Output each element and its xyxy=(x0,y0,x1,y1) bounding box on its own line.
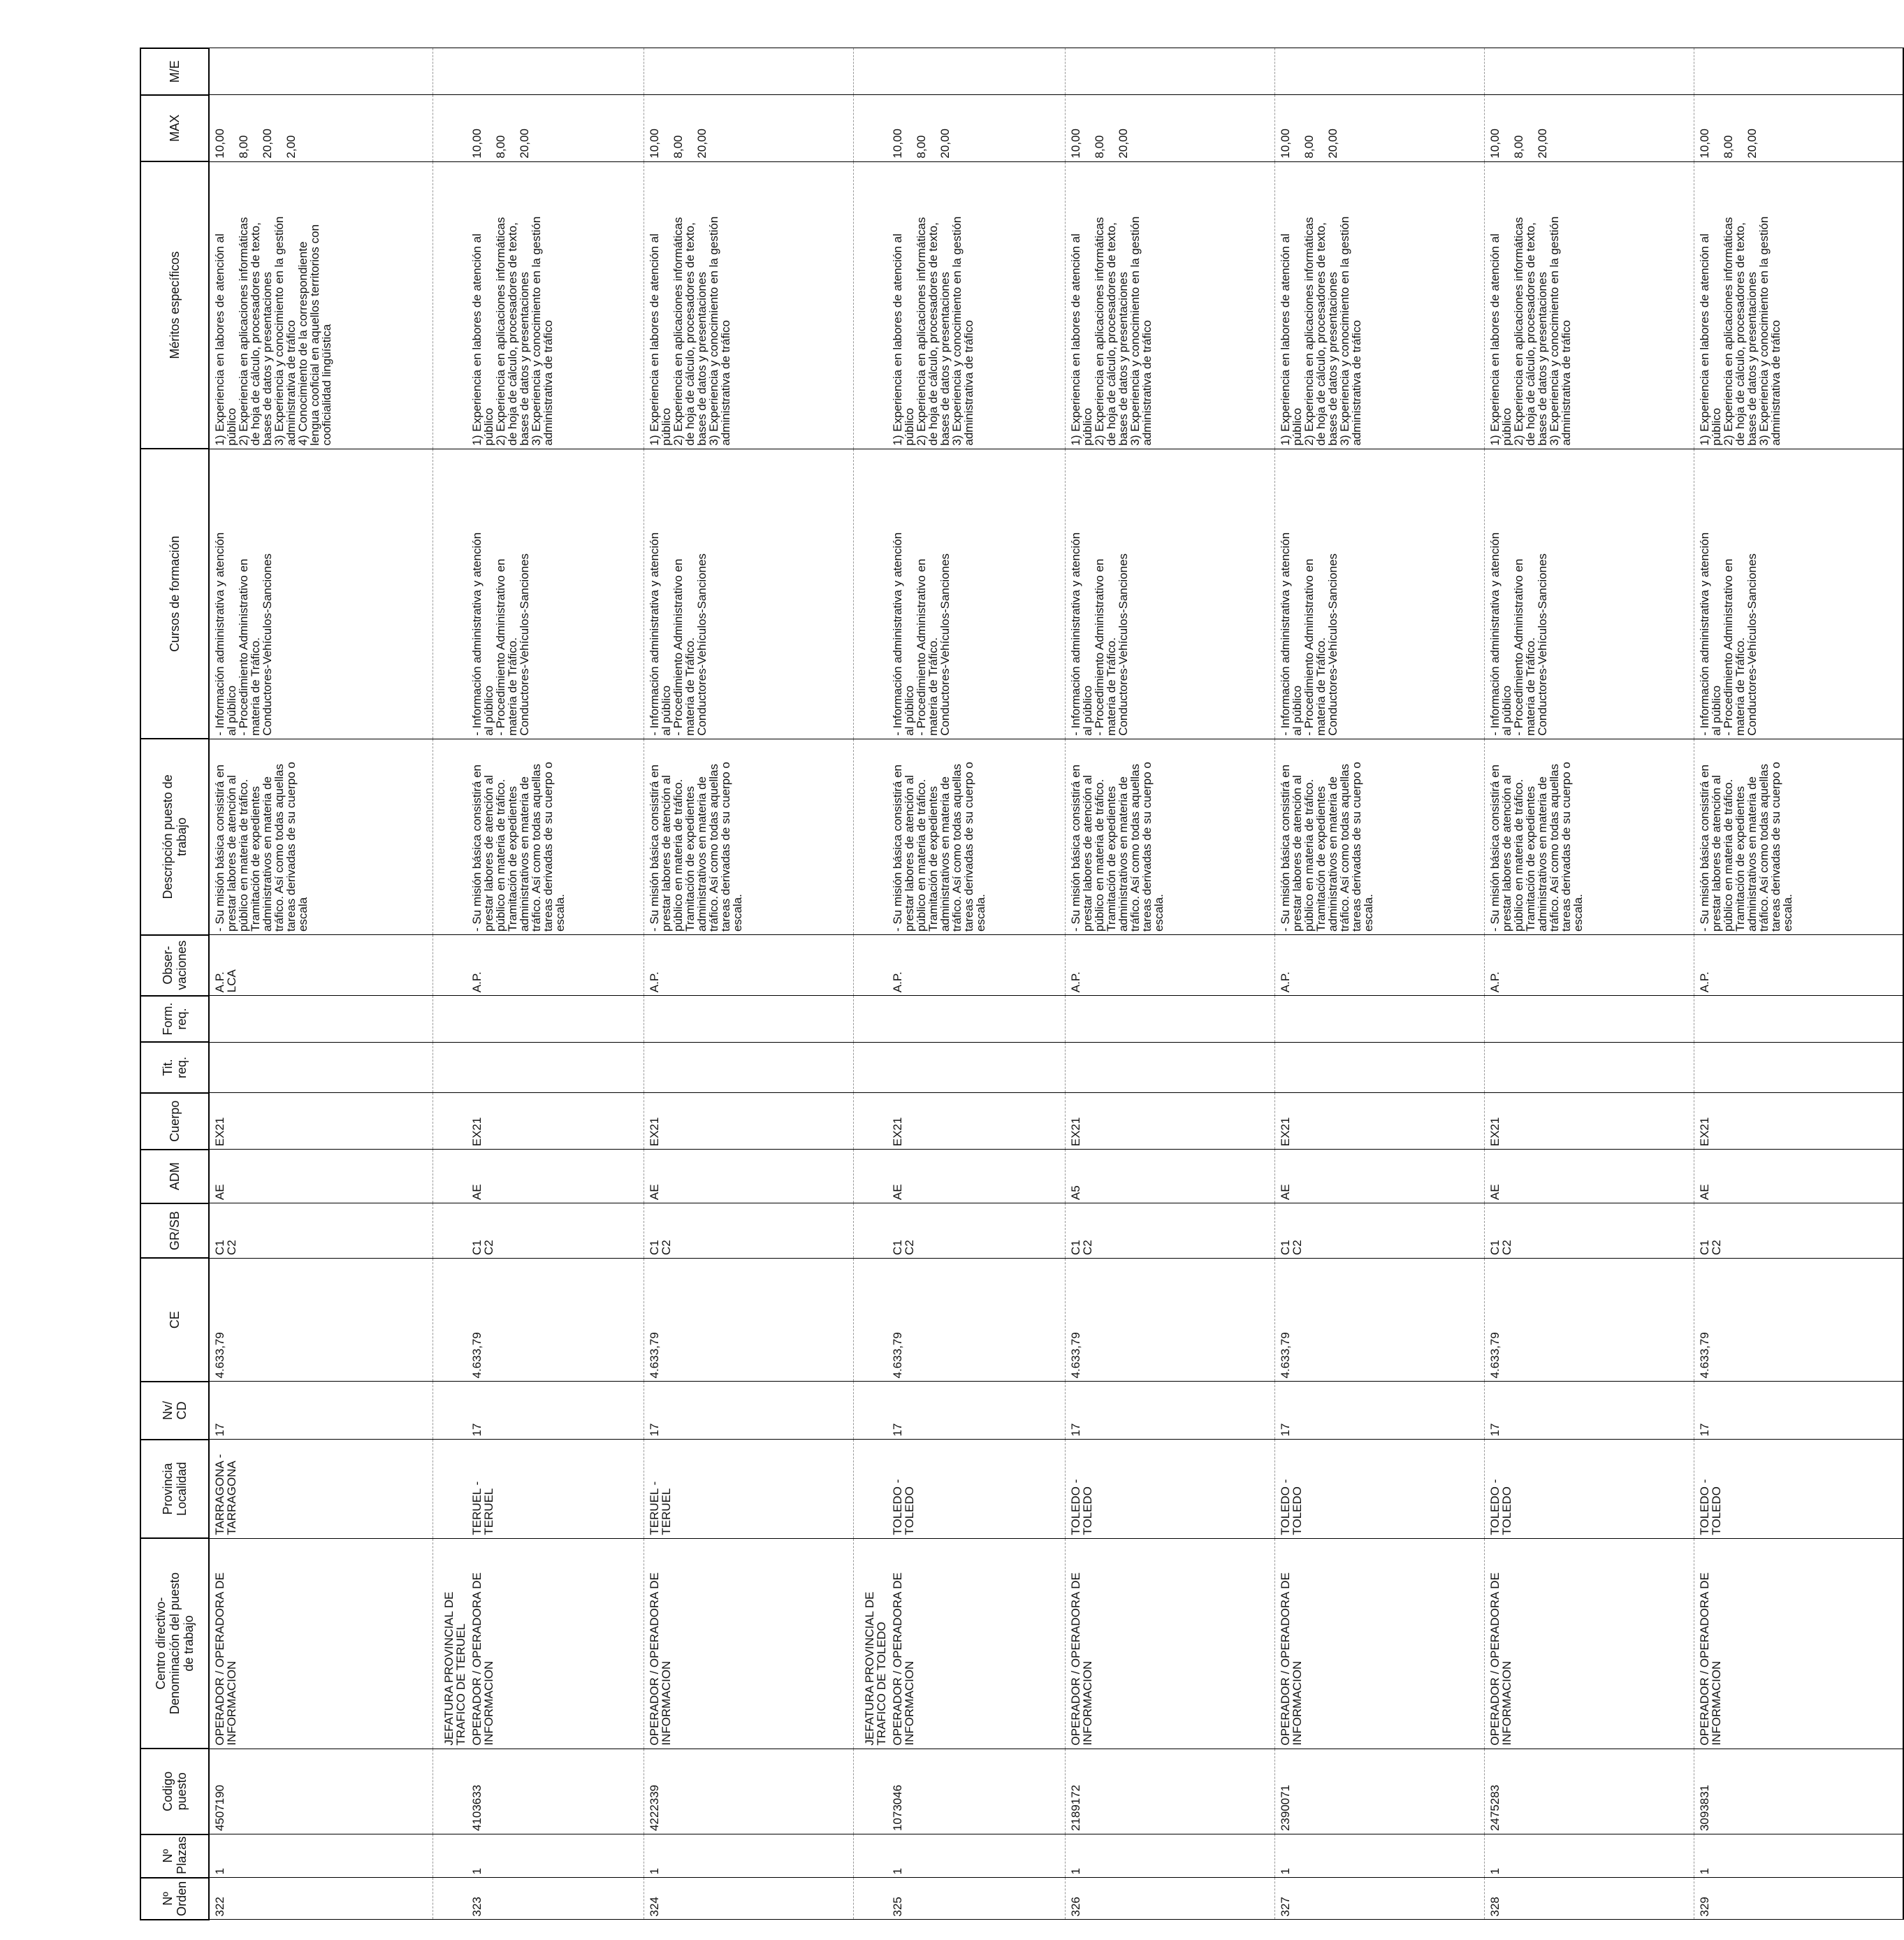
cell-descripcion: - Su misión básica consistirá en prestar labores de atención al público en materia de tráfico. Tramitación de expedientes administrativos en materia de tráfico. Así como todas aquellas tareas derivadas de su cuerpo o escala. xyxy=(1484,739,1694,934)
cell-ce: 4.633,79 xyxy=(1484,1258,1694,1381)
cell-codigo: 2475283 xyxy=(1484,1749,1694,1834)
cell-gr: C1 C2 xyxy=(209,1203,433,1259)
cell-gr: C1 C2 xyxy=(1694,1203,1903,1259)
cell-adm: AE xyxy=(1484,1150,1694,1203)
empty-cell xyxy=(433,1382,467,1440)
cell-obs: A.P. xyxy=(1274,935,1484,996)
header-descripcion: Descripción puesto de trabajo xyxy=(140,739,209,934)
cell-meritos: 1) Experiencia en labores de atención al público 2) Experiencia en aplicaciones informáticas de hoja de cálculo, procesadores de texto, bases de datos y presentaciones 3) Experiencia y conocimiento en la gestión administrativa de tráfico xyxy=(1484,161,1694,449)
cell-puesto: OPERADOR / OPERADORA DE INFORMACION xyxy=(467,1538,644,1749)
cell-plazas: 1 xyxy=(467,1834,644,1878)
cell-ce: 4.633,79 xyxy=(209,1258,433,1381)
cell-cuerpo: EX21 xyxy=(467,1093,644,1150)
cell-max: 10,00 8,00 20,00 xyxy=(467,95,644,161)
cell-form xyxy=(1484,996,1694,1042)
cell-descripcion: - Su misión básica consistirá en prestar labores de atención al público en materia de tráfico. Tramitación de expedientes administrativos en materia de tráfico. Así como todas aquellas tareas derivadas de su cuerpo o escala. xyxy=(1274,739,1484,934)
empty-cell xyxy=(433,449,467,739)
cell-meritos: 1) Experiencia en labores de atención al público 2) Experiencia en aplicaciones informáticas de hoja de cálculo, procesadores de texto, bases de datos y presentaciones 3) Experiencia y conocimiento en la gestión administrativa de tráfico xyxy=(644,161,854,449)
cell-puesto: OPERADOR / OPERADORA DE INFORMACION xyxy=(887,1538,1065,1749)
section-heading-row xyxy=(854,48,888,1920)
cell-meritos: 1) Experiencia en labores de atención al público 2) Experiencia en aplicaciones informáticas de hoja de cálculo, procesadores de texto, bases de datos y presentaciones 3) Experiencia y conocimiento en la gestión administrativa de tráfico 4) Conocimiento de la correspondiente lengua cooficial en aquellos territorios con cooficialidad lingüística xyxy=(209,161,433,449)
header-orden: Nº Orden xyxy=(140,1878,209,1920)
cell-cursos: - Información administrativa y atención al público - Procedimiento Administrativo en materia de Tráfico. Conductores-Vehículos-Sanciones xyxy=(1274,449,1484,739)
cell-codigo: 1073046 xyxy=(887,1749,1065,1834)
cell-ce: 4.633,79 xyxy=(644,1258,854,1381)
cell-nivel: 17 xyxy=(1274,1382,1484,1440)
empty-cell xyxy=(433,1749,467,1834)
cell-descripcion: - Su misión básica consistirá en prestar labores de atención al público en materia de tráfico. Tramitación de expedientes administrativos en materia de tráfico. Así como todas aquellas tareas derivadas de su cuerpo o escala. xyxy=(467,739,644,934)
empty-cell xyxy=(854,1150,888,1203)
cell-me xyxy=(644,48,854,95)
cell-tit xyxy=(887,1042,1065,1093)
header-cursos: Cursos de formación xyxy=(140,449,209,739)
cell-adm: AE xyxy=(1274,1150,1484,1203)
empty-cell xyxy=(854,1042,888,1093)
cell-gr: C1 C2 xyxy=(887,1203,1065,1259)
cell-form xyxy=(1694,996,1903,1042)
cell-orden: 327 xyxy=(1274,1878,1484,1920)
cell-orden: 325 xyxy=(887,1878,1065,1920)
cell-me xyxy=(887,48,1065,95)
cell-nivel: 17 xyxy=(1065,1382,1274,1440)
empty-cell xyxy=(433,48,467,95)
cell-codigo: 2189172 xyxy=(1065,1749,1274,1834)
empty-cell xyxy=(433,1042,467,1093)
cell-orden: 323 xyxy=(467,1878,644,1920)
cell-me xyxy=(209,48,433,95)
cell-cuerpo: EX21 xyxy=(1065,1093,1274,1150)
cell-tit xyxy=(467,1042,644,1093)
cell-orden: 322 xyxy=(209,1878,433,1920)
cell-codigo: 2390071 xyxy=(1274,1749,1484,1834)
cell-adm: AE xyxy=(209,1150,433,1203)
cell-me xyxy=(1065,48,1274,95)
cell-descripcion: - Su misión básica consistirá en prestar labores de atención al público en materia de tráfico. Tramitación de expedientes administrativos en materia de tráfico. Así como todas aquellas tareas derivadas de su cuerpo o escala. xyxy=(1065,739,1274,934)
table-row xyxy=(644,48,854,1920)
cell-obs: A.P. LCA xyxy=(209,935,433,996)
cell-codigo: 4103633 xyxy=(467,1749,644,1834)
cell-gr: C1 C2 xyxy=(644,1203,854,1259)
cell-gr: C1 C2 xyxy=(1484,1203,1694,1259)
cell-plazas: 1 xyxy=(209,1834,433,1878)
empty-cell xyxy=(854,1834,888,1878)
empty-cell xyxy=(433,935,467,996)
cell-nivel: 17 xyxy=(209,1382,433,1440)
cell-meritos: 1) Experiencia en labores de atención al público 2) Experiencia en aplicaciones informáticas de hoja de cálculo, procesadores de texto, bases de datos y presentaciones 3) Experiencia y conocimiento en la gestión administrativa de tráfico xyxy=(1065,161,1274,449)
cell-max: 10,00 8,00 20,00 xyxy=(887,95,1065,161)
section-heading: JEFATURA PROVINCIAL DE TRAFICO DE TERUEL xyxy=(433,1538,467,1749)
cell-cuerpo: EX21 xyxy=(644,1093,854,1150)
cell-puesto: OPERADOR / OPERADORA DE INFORMACION xyxy=(1694,1538,1903,1749)
cell-adm: AE xyxy=(1694,1150,1903,1203)
cell-nivel: 17 xyxy=(1694,1382,1903,1440)
empty-cell xyxy=(854,95,888,161)
cell-meritos: 1) Experiencia en labores de atención al público 2) Experiencia en aplicaciones informáticas de hoja de cálculo, procesadores de texto, bases de datos y presentaciones 3) Experiencia y conocimiento en la gestión administrativa de tráfico xyxy=(1694,161,1903,449)
cell-form xyxy=(467,996,644,1042)
empty-cell xyxy=(433,1878,467,1920)
cell-max: 10,00 8,00 20,00 xyxy=(1484,95,1694,161)
cell-obs: A.P. xyxy=(467,935,644,996)
empty-cell xyxy=(854,1203,888,1259)
cell-provincia: TERUEL - TERUEL xyxy=(644,1440,854,1538)
cell-descripcion: - Su misión básica consistirá en prestar labores de atención al público en materia de tráfico. Tramitación de expedientes administrativos en materia de tráfico. Así como todas aquellas tareas derivadas de su cuerpo o escala. xyxy=(1694,739,1903,934)
cell-cursos: - Información administrativa y atención al público - Procedimiento Administrativo en materia de Tráfico. Conductores-Vehículos-Sanciones xyxy=(209,449,433,739)
cell-ce: 4.633,79 xyxy=(1694,1258,1903,1381)
cell-puesto: OPERADOR / OPERADORA DE INFORMACION xyxy=(1484,1538,1694,1749)
cell-plazas: 1 xyxy=(887,1834,1065,1878)
cell-ce: 4.633,79 xyxy=(1274,1258,1484,1381)
cell-form xyxy=(887,996,1065,1042)
cell-codigo: 4222339 xyxy=(644,1749,854,1834)
empty-cell xyxy=(433,95,467,161)
cell-nivel: 17 xyxy=(644,1382,854,1440)
cell-plazas: 1 xyxy=(1484,1834,1694,1878)
cell-cursos: - Información administrativa y atención al público - Procedimiento Administrativo en materia de Tráfico. Conductores-Vehículos-Sanciones xyxy=(1484,449,1694,739)
empty-cell xyxy=(433,1440,467,1538)
cell-form xyxy=(209,996,433,1042)
cell-provincia: TOLEDO - TOLEDO xyxy=(887,1440,1065,1538)
cell-cursos: - Información administrativa y atención al público - Procedimiento Administrativo en materia de Tráfico. Conductores-Vehículos-Sanciones xyxy=(467,449,644,739)
table-row xyxy=(209,48,433,1920)
cell-tit xyxy=(644,1042,854,1093)
empty-cell xyxy=(854,1878,888,1920)
cell-max: 10,00 8,00 20,00 xyxy=(1694,95,1903,161)
cell-obs: A.P. xyxy=(1694,935,1903,996)
empty-cell xyxy=(433,1834,467,1878)
cell-me xyxy=(1484,48,1694,95)
cell-adm: AE xyxy=(467,1150,644,1203)
cell-codigo: 4507190 xyxy=(209,1749,433,1834)
cell-adm: AE xyxy=(644,1150,854,1203)
table-row xyxy=(1694,48,1903,1920)
cell-me xyxy=(1694,48,1903,95)
cell-gr: C1 C2 xyxy=(1065,1203,1274,1259)
header-cuerpo: Cuerpo xyxy=(140,1093,209,1150)
empty-cell xyxy=(854,1440,888,1538)
cell-descripcion: - Su misión básica consistirá en prestar labores de atención al público en materia de tráfico. Tramitación de expedientes administrativos en materia de tráfico. Así como todas aquellas tareas derivadas de su cuerpo o escala. xyxy=(887,739,1065,934)
cell-cuerpo: EX21 xyxy=(209,1093,433,1150)
cell-nivel: 17 xyxy=(1484,1382,1694,1440)
header-tit: Tit. req. xyxy=(140,1042,209,1093)
cell-tit xyxy=(209,1042,433,1093)
cell-obs: A.P. xyxy=(1484,935,1694,996)
cell-max: 10,00 8,00 20,00 2,00 xyxy=(209,95,433,161)
header-adm: ADM xyxy=(140,1150,209,1203)
cell-cursos: - Información administrativa y atención al público - Procedimiento Administrativo en materia de Tráfico. Conductores-Vehículos-Sanciones xyxy=(644,449,854,739)
cell-tit xyxy=(1694,1042,1903,1093)
cell-ce: 4.633,79 xyxy=(467,1258,644,1381)
cell-obs: A.P. xyxy=(1065,935,1274,996)
cell-orden: 324 xyxy=(644,1878,854,1920)
cell-nivel: 17 xyxy=(467,1382,644,1440)
cell-provincia: TERUEL - TERUEL xyxy=(467,1440,644,1538)
table-body xyxy=(209,48,1903,1920)
header-centro: Centro directivo- Denominación del puesto de trabajo xyxy=(140,1538,209,1749)
cell-me xyxy=(1274,48,1484,95)
cell-codigo: 3093831 xyxy=(1694,1749,1903,1834)
section-heading: JEFATURA PROVINCIAL DE TRAFICO DE TOLEDO xyxy=(854,1538,888,1749)
cell-orden: 329 xyxy=(1694,1878,1903,1920)
cell-form xyxy=(1065,996,1274,1042)
cell-gr: C1 C2 xyxy=(467,1203,644,1259)
header-plazas: Nº Plazas xyxy=(140,1834,209,1878)
empty-cell xyxy=(854,996,888,1042)
empty-cell xyxy=(433,996,467,1042)
cell-meritos: 1) Experiencia en labores de atención al público 2) Experiencia en aplicaciones informáticas de hoja de cálculo, procesadores de texto, bases de datos y presentaciones 3) Experiencia y conocimiento en la gestión administrativa de tráfico xyxy=(467,161,644,449)
cell-form xyxy=(644,996,854,1042)
cell-plazas: 1 xyxy=(1694,1834,1903,1878)
cell-cuerpo: EX21 xyxy=(1274,1093,1484,1150)
cell-cuerpo: EX21 xyxy=(1484,1093,1694,1150)
header-nivel: Nv/ CD xyxy=(140,1382,209,1440)
section-heading-row xyxy=(433,48,467,1920)
cell-tit xyxy=(1065,1042,1274,1093)
cell-plazas: 1 xyxy=(1274,1834,1484,1878)
cell-plazas: 1 xyxy=(644,1834,854,1878)
table-row xyxy=(887,48,1065,1920)
cell-cuerpo: EX21 xyxy=(887,1093,1065,1150)
cell-max: 10,00 8,00 20,00 xyxy=(644,95,854,161)
empty-cell xyxy=(433,1150,467,1203)
empty-cell xyxy=(433,1203,467,1259)
positions-table xyxy=(140,48,1904,1920)
header-form: Form. req. xyxy=(140,996,209,1042)
empty-cell xyxy=(854,48,888,95)
cell-obs: A.P. xyxy=(887,935,1065,996)
empty-cell xyxy=(854,449,888,739)
cell-provincia: TOLEDO - TOLEDO xyxy=(1274,1440,1484,1538)
cell-tit xyxy=(1274,1042,1484,1093)
cell-cursos: - Información administrativa y atención al público - Procedimiento Administrativo en materia de Tráfico. Conductores-Vehículos-Sanciones xyxy=(1065,449,1274,739)
cell-max: 10,00 8,00 20,00 xyxy=(1065,95,1274,161)
cell-orden: 326 xyxy=(1065,1878,1274,1920)
cell-puesto: OPERADOR / OPERADORA DE INFORMACION xyxy=(1065,1538,1274,1749)
header-ce: CE xyxy=(140,1258,209,1381)
empty-cell xyxy=(433,1258,467,1381)
cell-meritos: 1) Experiencia en labores de atención al público 2) Experiencia en aplicaciones informáticas de hoja de cálculo, procesadores de texto, bases de datos y presentaciones 3) Experiencia y conocimiento en la gestión administrativa de tráfico xyxy=(887,161,1065,449)
cell-form xyxy=(1274,996,1484,1042)
header-meritos: Méritos específicos xyxy=(140,161,209,449)
table-row xyxy=(1484,48,1694,1920)
cell-puesto: OPERADOR / OPERADORA DE INFORMACION xyxy=(644,1538,854,1749)
cell-gr: C1 C2 xyxy=(1274,1203,1484,1259)
cell-provincia: TOLEDO - TOLEDO xyxy=(1484,1440,1694,1538)
table-row xyxy=(467,48,644,1920)
cell-descripcion: - Su misión básica consistirá en prestar labores de atención al público en materia de tráfico. Tramitación de expedientes administrativos en materia de tráfico. Así como todas aquellas tareas derivadas de su cuerpo o escala. xyxy=(644,739,854,934)
cell-meritos: 1) Experiencia en labores de atención al público 2) Experiencia en aplicaciones informáticas de hoja de cálculo, procesadores de texto, bases de datos y presentaciones 3) Experiencia y conocimiento en la gestión administrativa de tráfico xyxy=(1274,161,1484,449)
header-obs: Obser- vaciones xyxy=(140,935,209,996)
cell-puesto: OPERADOR / OPERADORA DE INFORMACION xyxy=(1274,1538,1484,1749)
cell-ce: 4.633,79 xyxy=(887,1258,1065,1381)
cell-cursos: - Información administrativa y atención al público - Procedimiento Administrativo en materia de Tráfico. Conductores-Vehículos-Sanciones xyxy=(887,449,1065,739)
empty-cell xyxy=(854,1749,888,1834)
empty-cell xyxy=(854,1258,888,1381)
table-row xyxy=(1065,48,1274,1920)
header-row xyxy=(140,48,209,1920)
cell-max: 10,00 8,00 20,00 xyxy=(1274,95,1484,161)
table-row xyxy=(1274,48,1484,1920)
cell-tit xyxy=(1484,1042,1694,1093)
cell-cuerpo: EX21 xyxy=(1694,1093,1903,1150)
empty-cell xyxy=(854,739,888,934)
header-provincia: Provincia Localidad xyxy=(140,1440,209,1538)
header-codigo: Codigo puesto xyxy=(140,1749,209,1834)
header-gr: GR/SB xyxy=(140,1203,209,1259)
cell-ce: 4.633,79 xyxy=(1065,1258,1274,1381)
cell-adm: AE xyxy=(887,1150,1065,1203)
empty-cell xyxy=(854,1093,888,1150)
header-me: M/E xyxy=(140,48,209,95)
cell-puesto: OPERADOR / OPERADORA DE INFORMACION xyxy=(209,1538,433,1749)
empty-cell xyxy=(433,161,467,449)
empty-cell xyxy=(433,1093,467,1150)
empty-cell xyxy=(854,161,888,449)
cell-plazas: 1 xyxy=(1065,1834,1274,1878)
cell-provincia: TARRAGONA - TARRAGONA xyxy=(209,1440,433,1538)
cell-orden: 328 xyxy=(1484,1878,1694,1920)
empty-cell xyxy=(854,1382,888,1440)
cell-me xyxy=(467,48,644,95)
cell-obs: A.P. xyxy=(644,935,854,996)
cell-nivel: 17 xyxy=(887,1382,1065,1440)
header-max: MAX xyxy=(140,95,209,161)
empty-cell xyxy=(433,739,467,934)
cell-cursos: - Información administrativa y atención al público - Procedimiento Administrativo en materia de Tráfico. Conductores-Vehículos-Sanciones xyxy=(1694,449,1903,739)
cell-provincia: TOLEDO - TOLEDO xyxy=(1694,1440,1903,1538)
empty-cell xyxy=(854,935,888,996)
cell-descripcion: - Su misión básica consistirá en prestar labores de atención al público en materia de tráfico. Tramitación de expedientes administrativos en materia de tráfico. Así como todas aquellas tareas derivadas de su cuerpo o escala xyxy=(209,739,433,934)
cell-adm: A5 xyxy=(1065,1150,1274,1203)
cell-provincia: TOLEDO - TOLEDO xyxy=(1065,1440,1274,1538)
